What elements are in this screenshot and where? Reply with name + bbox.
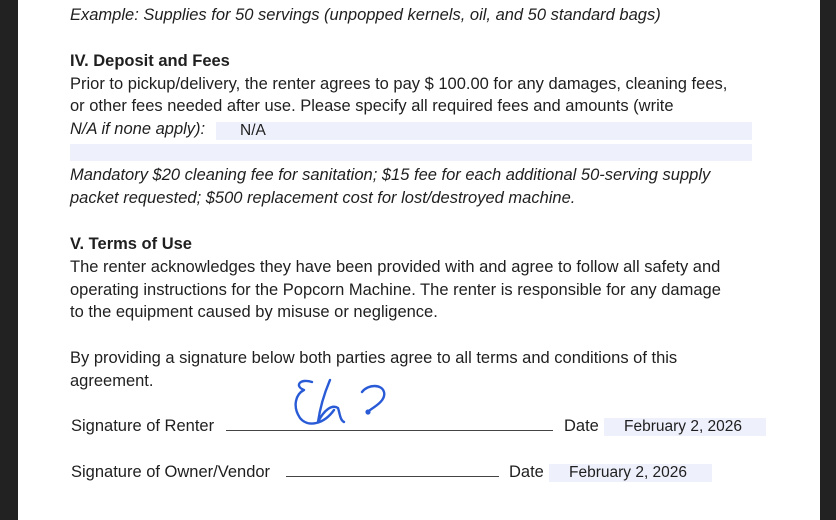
deposit-text-line-3: N/A if none apply): — [70, 120, 206, 138]
deposit-text-line-2: or other fees needed after use. Please specify all required fees and amounts (write — [70, 97, 674, 115]
fees-input[interactable] — [216, 122, 752, 140]
fees-note-line-1: Mandatory $20 cleaning fee for sanitation; $15 fee for each additional 50-serving supply — [70, 166, 711, 184]
fees-input-value: N/A — [240, 122, 266, 139]
agreement-text-line-2: agreement. — [70, 372, 154, 390]
document-page — [18, 0, 820, 520]
deposit-heading: IV. Deposit and Fees — [70, 52, 230, 70]
example-line: Example: Supplies for 50 servings (unpopped kernels, oil, and 50 standard bags) — [70, 6, 661, 24]
terms-text-line-2: operating instructions for the Popcorn Machine. The renter is responsible for any damage — [70, 281, 721, 299]
terms-text-line-3: to the equipment caused by misuse or negligence. — [70, 303, 438, 321]
deposit-text-line-1: Prior to pickup/delivery, the renter agrees to pay $ 100.00 for any damages, cleaning fees, — [70, 75, 728, 93]
renter-date-field[interactable] — [604, 418, 766, 436]
terms-heading: V. Terms of Use — [70, 235, 192, 253]
owner-signature-label: Signature of Owner/Vendor — [71, 463, 271, 481]
owner-date-value: February 2, 2026 — [569, 464, 688, 481]
fees-note-line-2: packet requested; $500 replacement cost for lost/destroyed machine. — [70, 189, 576, 207]
renter-date-label: Date — [564, 417, 599, 435]
agreement-text-line-1: By providing a signature below both parties agree to all terms and conditions of this — [70, 349, 678, 367]
renter-date-value: February 2, 2026 — [624, 418, 743, 435]
fees-input-line-2[interactable] — [70, 144, 752, 161]
owner-date-label: Date — [509, 463, 544, 481]
owner-date-field[interactable] — [549, 464, 712, 482]
owner-signature-line[interactable] — [286, 476, 499, 477]
renter-signature-image[interactable] — [290, 374, 390, 434]
renter-signature-label: Signature of Renter — [71, 417, 215, 435]
terms-text-line-1: The renter acknowledges they have been provided with and agree to follow all safety and — [70, 258, 721, 276]
